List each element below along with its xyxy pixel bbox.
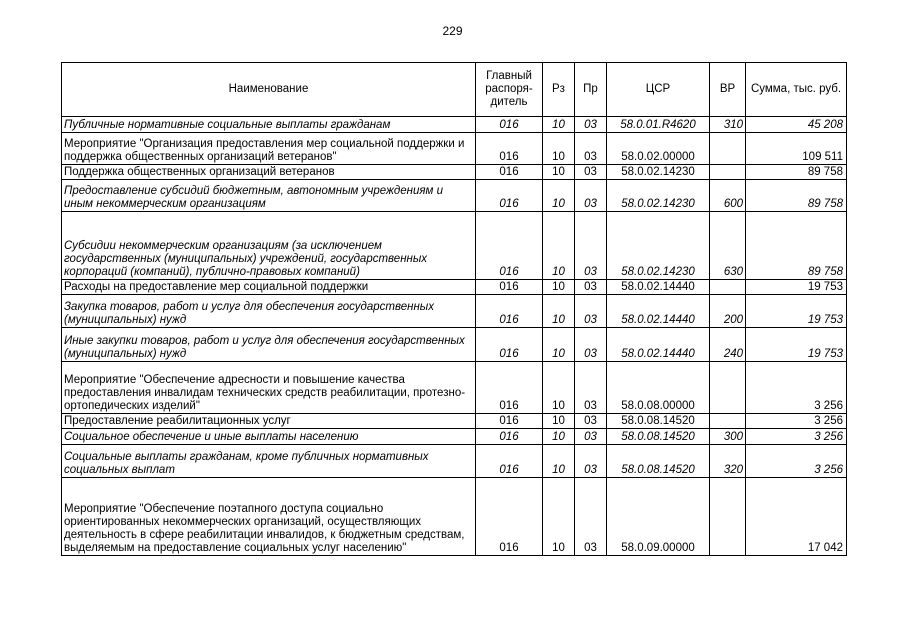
row-name: Предоставление субсидий бюджетным, автономным учреждениям и иным некоммерческим организациям — [62, 180, 476, 212]
table-row — [62, 165, 847, 180]
row-pr: 03 — [575, 478, 607, 556]
header-vr: ВР — [710, 63, 746, 117]
row-gr: 016 — [476, 328, 543, 362]
table-row — [62, 362, 847, 414]
row-pr: 03 — [575, 414, 607, 429]
row-sum: 109 511 — [746, 133, 847, 165]
row-gr: 016 — [476, 414, 543, 429]
page-number: 229 — [442, 24, 463, 38]
row-sum: 19 753 — [746, 280, 847, 295]
row-vr: 200 — [710, 295, 746, 328]
row-rz: 10 — [543, 295, 575, 328]
row-csr: 58.0.08.14520 — [607, 414, 710, 429]
row-vr — [710, 362, 746, 414]
row-vr — [710, 478, 746, 556]
row-gr: 016 — [476, 180, 543, 212]
row-sum: 89 758 — [746, 165, 847, 180]
row-pr: 03 — [575, 280, 607, 295]
row-sum: 17 042 — [746, 478, 847, 556]
header-name: Наименование — [62, 63, 476, 117]
row-rz: 10 — [543, 362, 575, 414]
row-sum: 19 753 — [746, 295, 847, 328]
header-csr: ЦСР — [607, 63, 710, 117]
row-gr: 016 — [476, 133, 543, 165]
budget-table — [61, 62, 847, 556]
row-sum: 3 256 — [746, 429, 847, 445]
row-pr: 03 — [575, 362, 607, 414]
row-name: Поддержка общественных организаций ветеранов — [62, 165, 476, 180]
row-gr: 016 — [476, 478, 543, 556]
row-csr: 58.0.02.14230 — [607, 212, 710, 280]
row-name: Мероприятие "Организация предоставления мер социальной поддержки и поддержка общественных организаций ветеранов" — [62, 133, 476, 165]
row-pr: 03 — [575, 133, 607, 165]
table-row — [62, 295, 847, 328]
row-vr: 320 — [710, 445, 746, 478]
row-csr: 58.0.02.14230 — [607, 180, 710, 212]
row-name: Расходы на предоставление мер социальной поддержки — [62, 280, 476, 295]
row-sum: 45 208 — [746, 117, 847, 133]
table-row — [62, 280, 847, 295]
row-vr — [710, 133, 746, 165]
row-gr: 016 — [476, 429, 543, 445]
table-row — [62, 478, 847, 556]
row-pr: 03 — [575, 429, 607, 445]
row-sum: 89 758 — [746, 212, 847, 280]
row-pr: 03 — [575, 328, 607, 362]
row-sum: 3 256 — [746, 445, 847, 478]
row-rz: 10 — [543, 445, 575, 478]
table-row — [62, 328, 847, 362]
table-row — [62, 429, 847, 445]
row-csr: 58.0.08.14520 — [607, 445, 710, 478]
row-rz: 10 — [543, 328, 575, 362]
row-csr: 58.0.01.R4620 — [607, 117, 710, 133]
row-gr: 016 — [476, 117, 543, 133]
header-sum: Сумма, тыс. руб. — [746, 63, 847, 117]
row-vr: 240 — [710, 328, 746, 362]
row-name: Публичные нормативные социальные выплаты гражданам — [62, 117, 476, 133]
row-csr: 58.0.08.00000 — [607, 362, 710, 414]
row-gr: 016 — [476, 295, 543, 328]
row-sum: 89 758 — [746, 180, 847, 212]
row-vr: 630 — [710, 212, 746, 280]
row-csr: 58.0.02.14230 — [607, 165, 710, 180]
row-pr: 03 — [575, 117, 607, 133]
row-rz: 10 — [543, 478, 575, 556]
row-name: Иные закупки товаров, работ и услуг для обеспечения государственных (муниципальных) нужд — [62, 328, 476, 362]
row-pr: 03 — [575, 445, 607, 478]
row-vr — [710, 280, 746, 295]
row-vr: 310 — [710, 117, 746, 133]
table-row — [62, 117, 847, 133]
table-row — [62, 180, 847, 212]
row-csr: 58.0.02.14440 — [607, 280, 710, 295]
row-rz: 10 — [543, 117, 575, 133]
row-name: Социальное обеспечение и иные выплаты населению — [62, 429, 476, 445]
row-vr: 300 — [710, 429, 746, 445]
row-pr: 03 — [575, 180, 607, 212]
header-gr: Главный распоря-дитель — [476, 63, 543, 117]
row-rz: 10 — [543, 212, 575, 280]
row-name: Мероприятие "Обеспечение адресности и повышение качества предоставления инвалидам технических средств реабилитации, протезно-ортопедических изделий" — [62, 362, 476, 414]
row-name: Закупка товаров, работ и услуг для обеспечения государственных (муниципальных) нужд — [62, 295, 476, 328]
row-sum: 3 256 — [746, 362, 847, 414]
row-pr: 03 — [575, 165, 607, 180]
table-row — [62, 212, 847, 280]
row-pr: 03 — [575, 212, 607, 280]
row-csr: 58.0.02.14440 — [607, 328, 710, 362]
table-row — [62, 414, 847, 429]
row-gr: 016 — [476, 280, 543, 295]
row-sum: 19 753 — [746, 328, 847, 362]
row-rz: 10 — [543, 133, 575, 165]
table-row — [62, 445, 847, 478]
row-csr: 58.0.02.14440 — [607, 295, 710, 328]
row-gr: 016 — [476, 212, 543, 280]
row-pr: 03 — [575, 295, 607, 328]
row-rz: 10 — [543, 414, 575, 429]
row-vr — [710, 165, 746, 180]
header-rz: Рз — [543, 63, 575, 117]
row-csr: 58.0.08.14520 — [607, 429, 710, 445]
row-gr: 016 — [476, 362, 543, 414]
row-name: Субсидии некоммерческим организациям (за исключением государственных (муниципальных) учреждений, государственных корпораций (компаний), публично-правовых компаний) — [62, 212, 476, 280]
row-gr: 016 — [476, 165, 543, 180]
row-vr: 600 — [710, 180, 746, 212]
row-vr — [710, 414, 746, 429]
row-csr: 58.0.02.00000 — [607, 133, 710, 165]
table-header-row — [62, 63, 847, 117]
row-rz: 10 — [543, 180, 575, 212]
row-name: Социальные выплаты гражданам, кроме публичных нормативных социальных выплат — [62, 445, 476, 478]
header-pr: Пр — [575, 63, 607, 117]
row-name: Мероприятие "Обеспечение поэтапного доступа социально ориентированных некоммерческих организаций, осуществляющих деятельность в сфере реабилитации инвалидов, к бюджетным средствам, выделяемым на предоставление социальных услуг населению" — [62, 478, 476, 556]
row-sum: 3 256 — [746, 414, 847, 429]
table-row — [62, 133, 847, 165]
row-csr: 58.0.09.00000 — [607, 478, 710, 556]
row-gr: 016 — [476, 445, 543, 478]
row-rz: 10 — [543, 165, 575, 180]
row-rz: 10 — [543, 429, 575, 445]
row-name: Предоставление реабилитационных услуг — [62, 414, 476, 429]
row-rz: 10 — [543, 280, 575, 295]
